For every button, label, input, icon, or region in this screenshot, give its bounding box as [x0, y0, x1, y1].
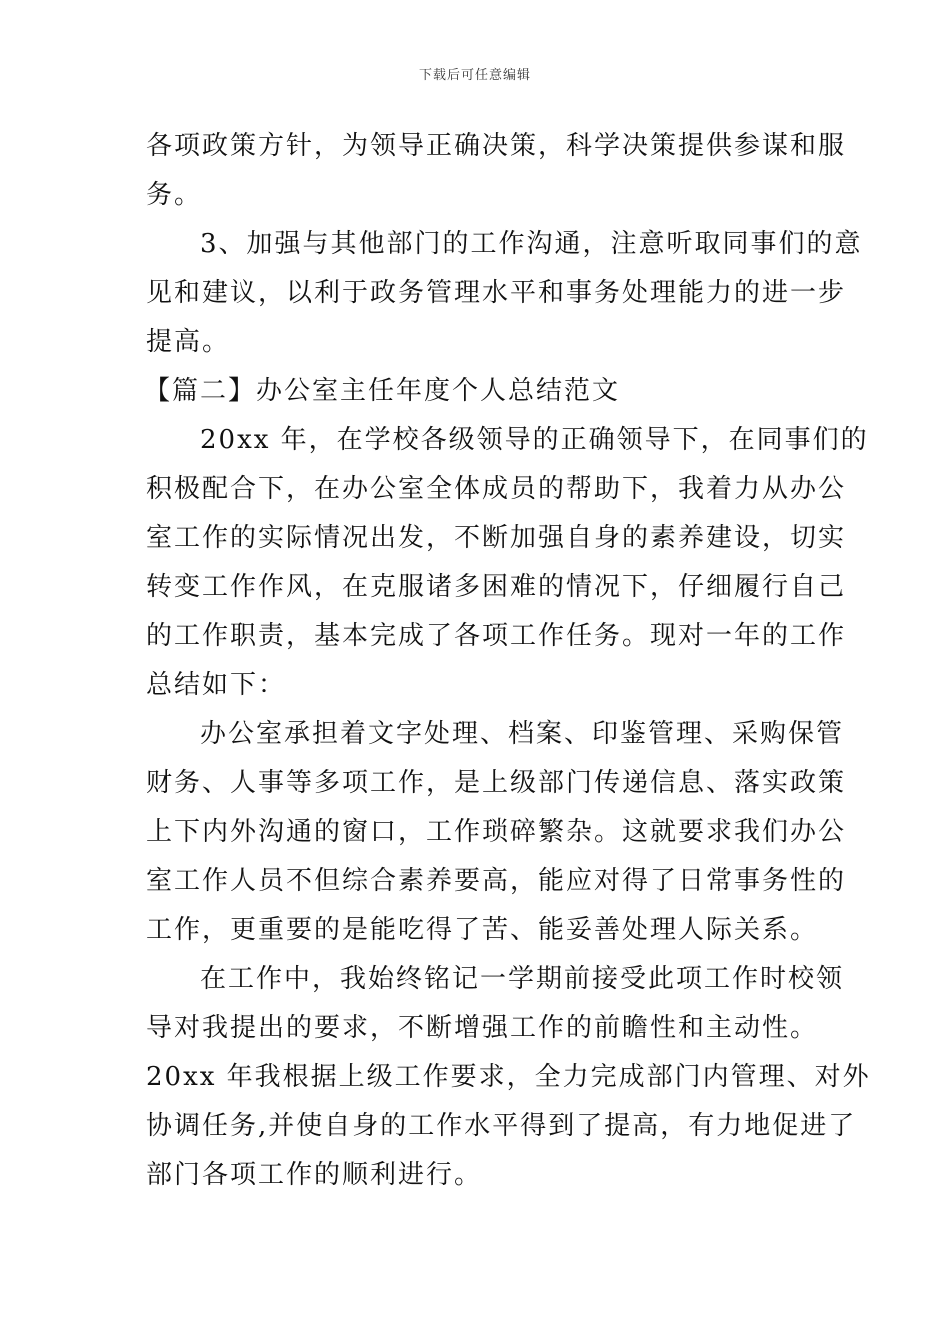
paragraph — [146, 710, 847, 955]
document-body — [144, 122, 871, 1200]
text-line: 在工作中，我始终铭记一学期前接受此项工作时校领 — [200, 964, 845, 994]
text-line: 总结如下： — [146, 670, 287, 700]
text-line: 20xx 年，在学校各级领导的正确领导下，在同事们的 — [200, 425, 869, 455]
text-line: 3、加强与其他部门的工作沟通，注意听取同事们的意 — [200, 229, 863, 259]
text-line: 的工作职责，基本完成了各项工作任务。现对一年的工作 — [146, 621, 847, 651]
text-line: 20xx 年我根据上级工作要求，全力完成部门内管理、对外 — [146, 1062, 871, 1092]
paragraph — [146, 416, 869, 710]
paragraph — [146, 220, 863, 367]
text-line: 转变工作作风，在克服诸多困难的情况下，仔细履行自己 — [146, 572, 847, 602]
text-line: 工作，更重要的是能吃得了苦、能妥善处理人际关系。 — [146, 915, 819, 945]
text-line: 见和建议，以利于政务管理水平和事务处理能力的进一步 — [146, 278, 847, 308]
text-line: 积极配合下，在办公室全体成员的帮助下，我着力从办公 — [146, 474, 847, 504]
paragraph — [146, 122, 847, 220]
text-line: 室工作的实际情况出发，不断加强自身的素养建设，切实 — [146, 523, 847, 553]
text-line: 各项政策方针，为领导正确决策，科学决策提供参谋和服 — [146, 131, 847, 161]
text-line: 部门各项工作的顺利进行。 — [146, 1160, 483, 1190]
text-line: 协调任务,并使自身的工作水平得到了提高，有力地促进了 — [146, 1111, 857, 1141]
page-header: 下载后可任意编辑 — [418, 68, 531, 83]
paragraph — [146, 955, 871, 1200]
text-line: 导对我提出的要求，不断增强工作的前瞻性和主动性。 — [146, 1013, 819, 1043]
section-heading — [146, 367, 836, 416]
text-line: 室工作人员不但综合素养要高，能应对得了日常事务性的 — [146, 866, 847, 896]
text-line: 上下内外沟通的窗口，工作琐碎繁杂。这就要求我们办公 — [146, 817, 847, 847]
text-line: 务。 — [146, 180, 203, 210]
text-line: 【篇二】办公室主任年度个人总结范文 — [144, 376, 621, 406]
text-line: 财务、人事等多项工作，是上级部门传递信息、落实政策 — [146, 768, 847, 798]
text-line: 提高。 — [146, 327, 231, 357]
text-line: 办公室承担着文字处理、档案、印鉴管理、采购保管 — [200, 719, 845, 749]
